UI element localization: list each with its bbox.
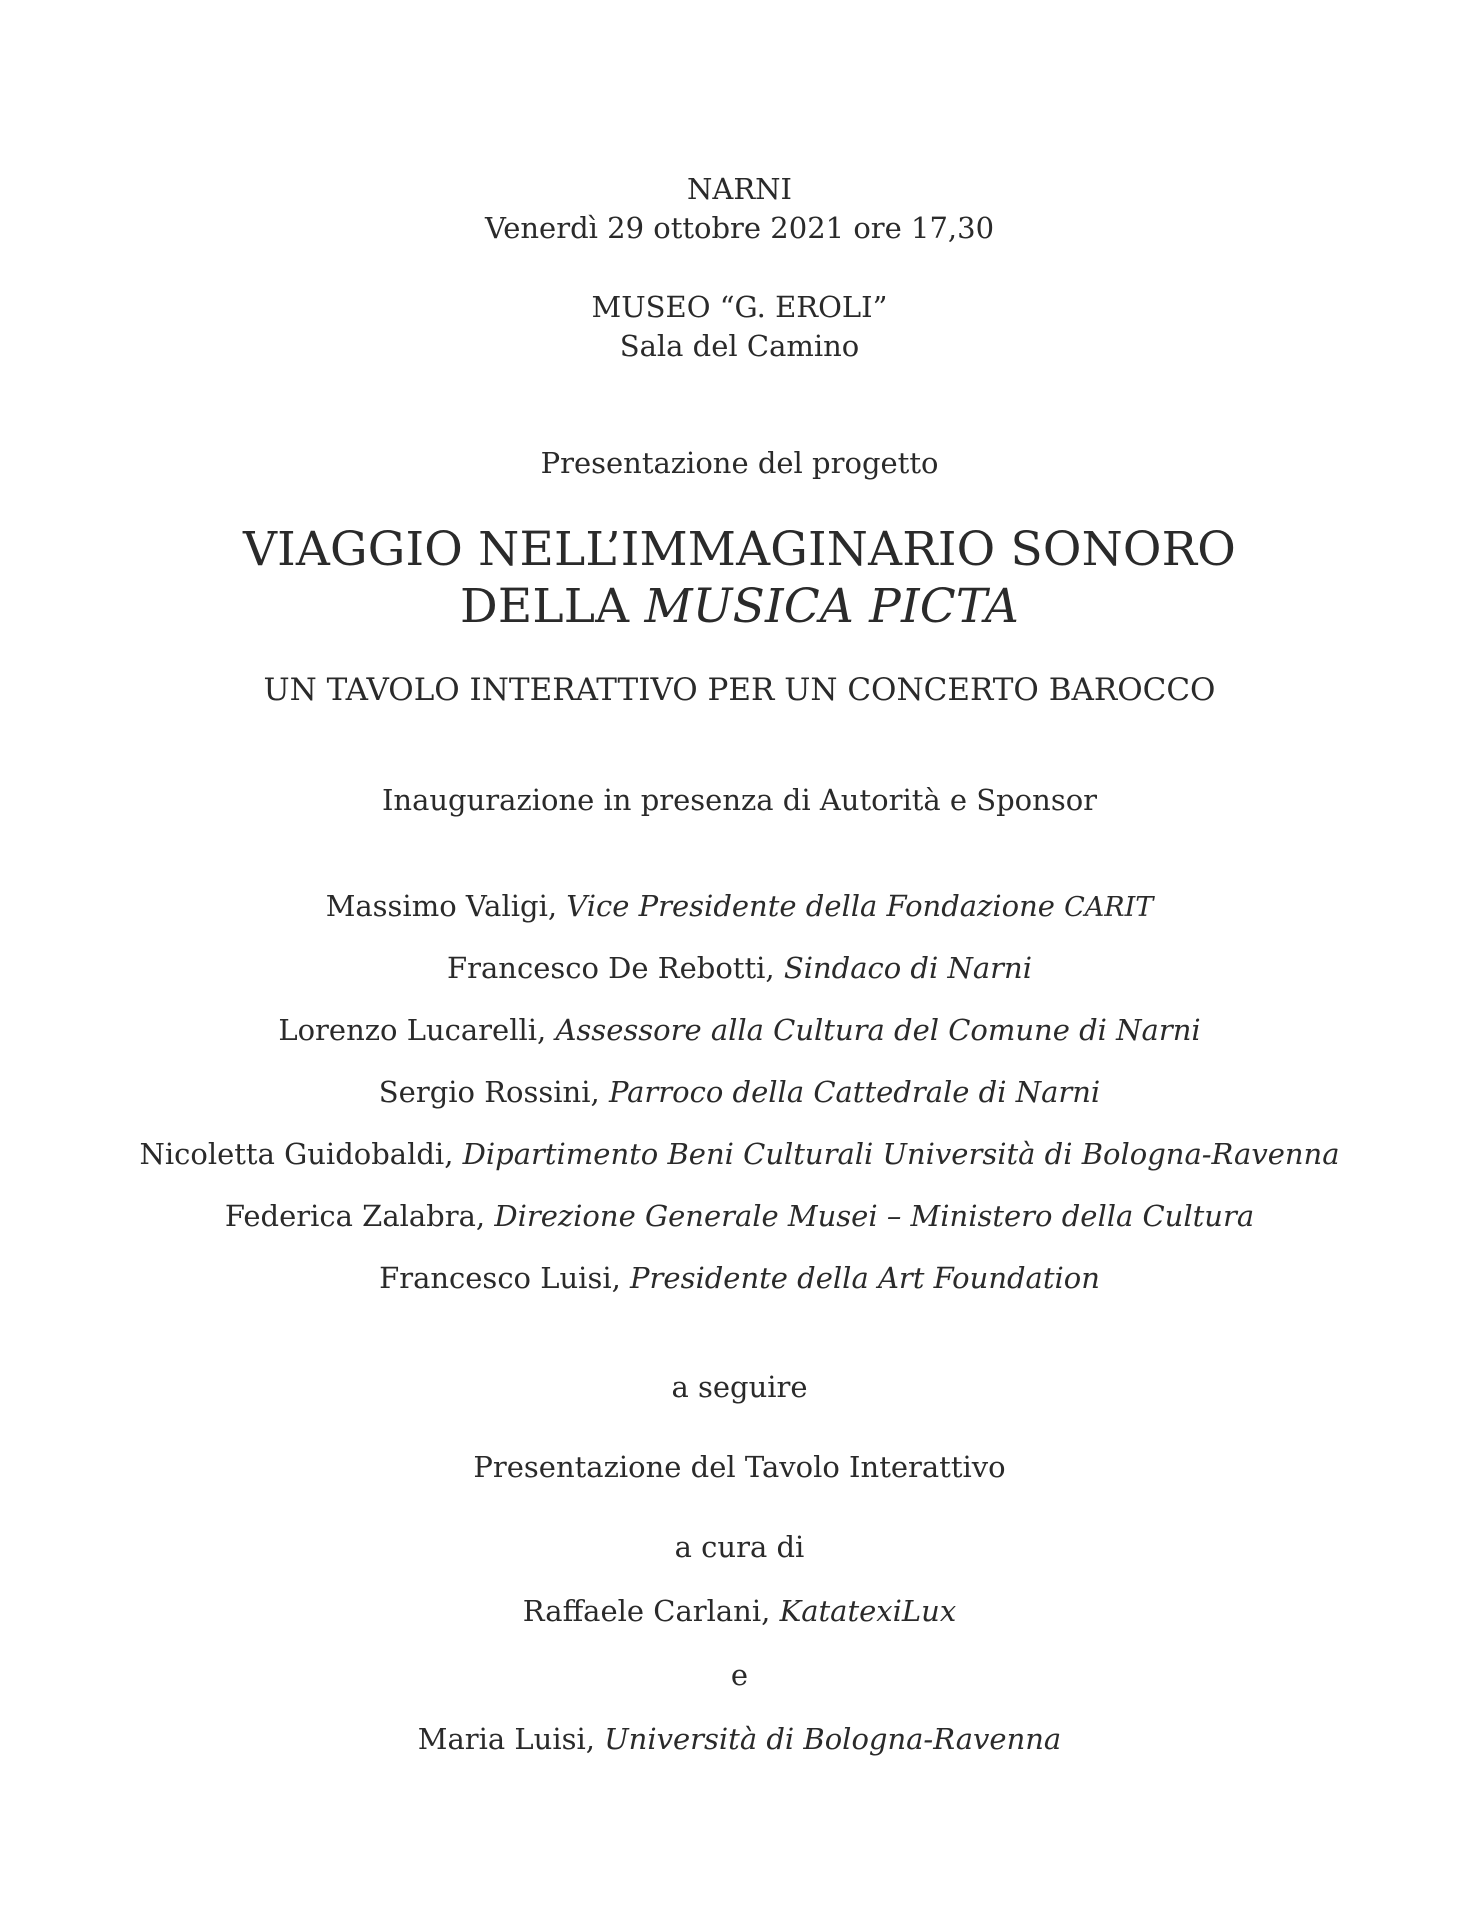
speaker-row [0,1258,1479,1298]
event-datetime: Venerdì 29 ottobre 2021 ore 17,30 [484,211,995,245]
curator-row [0,1719,1479,1759]
speaker-separator: , [611,1261,631,1295]
speaker-role: Vice Presidente della Fondazione [566,889,1065,923]
curator-affiliation: Università di Bologna-Ravenna [604,1722,1062,1756]
intro-text: Presentazione del progetto [540,446,939,480]
speaker-role: Sindaco di Narni [783,951,1032,985]
venue-room: Sala del Camino [619,329,860,363]
city: NARNI [687,172,792,206]
curator-separator: , [585,1722,605,1756]
venue: MUSEO “G. EROLI” [591,290,888,324]
speaker-role: Assessore alla Cultura del Comune di Narni [555,1013,1201,1047]
speaker-name: Federica Zalabra [224,1199,476,1233]
speaker-separator: , [765,951,784,985]
speaker-name: Sergio Rossini [378,1075,591,1109]
speaker-row [0,1196,1479,1236]
speaker-separator: , [537,1013,556,1047]
speaker-separator: , [444,1137,463,1171]
curator-row [0,1591,1479,1631]
speaker-name: Lorenzo Lucarelli [278,1013,538,1047]
speaker-row [0,1134,1479,1174]
curator-name: Raffaele Carlani [522,1594,762,1628]
speaker-role: Presidente della Art Foundation [630,1261,1100,1295]
speaker-role: Dipartimento Beni Culturali Università di Bologna-Ravenna [462,1137,1340,1171]
speaker-separator: , [475,1199,495,1233]
curated-by: a cura di [674,1530,805,1564]
follow-text: a seguire [671,1370,808,1404]
inauguration-text: Inaugurazione in presenza di Autorità e Sponsor [381,783,1098,817]
speaker-name: Nicoletta Guidobaldi [139,1137,445,1171]
conjunction: e [730,1658,749,1692]
speaker-row [0,948,1479,988]
title-line-2-italic: MUSICA PICTA [644,579,1020,634]
curator-separator: , [761,1594,780,1628]
speaker-role: Direzione Generale Musei – Ministero della Cultura [494,1199,1255,1233]
speaker-row [0,886,1479,928]
table-presentation: Presentazione del Tavolo Interattivo [473,1450,1006,1484]
title-line-2 [0,578,1479,636]
title-line-2-prefix: DELLA [459,579,645,634]
speaker-name: Massimo Valigi [325,889,548,923]
speaker-separator: , [547,889,567,923]
curator-name: Maria Luisi [417,1722,586,1756]
speaker-role-acronym: CARIT [1064,892,1154,923]
curator-affiliation: KatatexiLux [779,1594,957,1628]
subtitle: UN TAVOLO INTERATTIVO PER UN CONCERTO BAROCCO [263,672,1216,708]
speaker-row [0,1072,1479,1112]
speaker-name: Francesco De Rebotti [447,951,766,985]
speaker-separator: , [590,1075,609,1109]
speaker-name: Francesco Luisi [379,1261,612,1295]
speaker-role: Parroco della Cattedrale di Narni [608,1075,1101,1109]
speaker-row [0,1010,1479,1050]
title-line-1: VIAGGIO NELL’IMMAGINARIO SONORO [243,522,1236,577]
